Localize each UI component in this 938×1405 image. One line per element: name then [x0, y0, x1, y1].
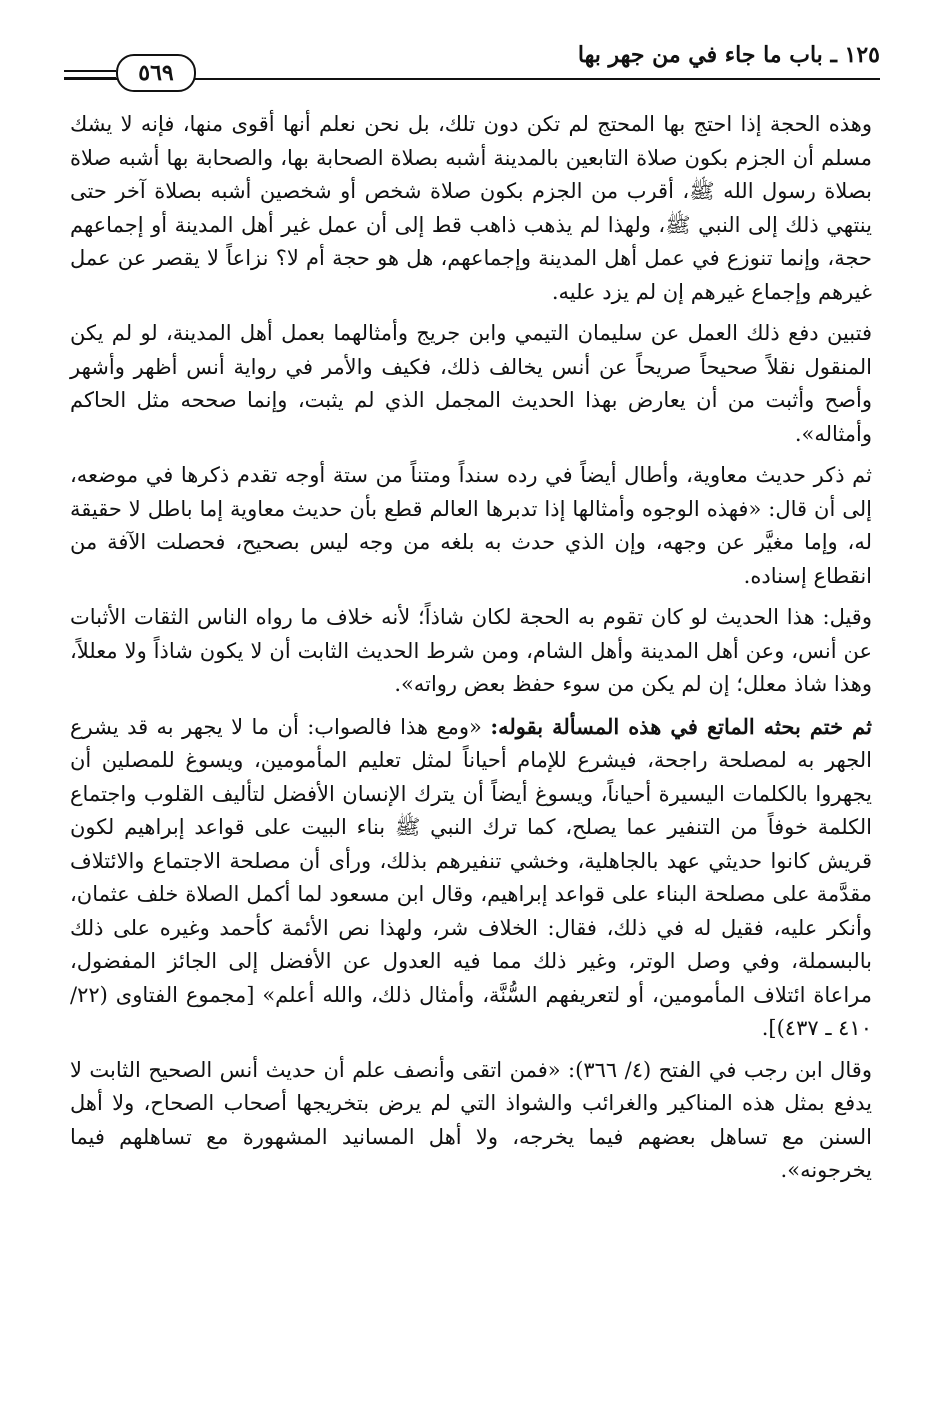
paragraph: وقال ابن رجب في الفتح (٤/ ٣٦٦): «فمن اتقى وأنصف علم أن حديث أنس الصحيح الثابت لا يدفع بمثل هذه المناكير والغرائب والشواذ التي لم يرض بتخريجها أصحاب الصحاح، ولا أهل السنن مع تساهل بعضهم فيما يخرجه، ولا أهل المسانيد المشهورة مع تساهلهم فيما يخرجونه».	[70, 1057, 872, 1182]
page-body	[70, 108, 872, 1196]
paragraph: وقيل: هذا الحديث لو كان تقوم به الحجة لكان شاذاً؛ لأنه خلاف ما رواه الناس الثقات الأثبات عن أنس، وعن أهل المدينة وأهل الشام، ومن شرط الحديث الثابت أن لا يكون شاذاً ولا معللاً، وهذا شاذ معلل؛ إن لم يكن من سوء حفظ بعض رواته».	[70, 605, 872, 696]
paragraph	[70, 710, 872, 1046]
paragraph: ثم ذكر حديث معاوية، وأطال أيضاً في رده سنداً ومتناً من ستة أوجه تقدم ذكرها في موضعه، إلى أن قال: «فهذه الوجوه وأمثالها إذا تدبرها العالم قطع بأن حديث معاوية إما باطل لا حقيقة له، وإما مغيَّر عن وجهه، وإن الذي حدث به بلغه من وجه ليس بصحيح، فحصلت الآفة من انقطاع إسناده.	[70, 463, 872, 588]
paragraph: فتبين دفع ذلك العمل عن سليمان التيمي وابن جريج وأمثالهما بعمل أهل المدينة، لو لم يكن المنقول نقلاً صحيحاً صريحاً عن أنس يخالف ذلك، فكيف والأمر في رواية أنس أظهر وأشهر وأصح وأثبت من أن يعارض بهذا الحديث المجمل الذي لم يثبت، وإنما صححه مثل الحاكم وأمثاله».	[70, 321, 872, 446]
paragraph: وهذه الحجة إذا احتج بها المحتج لم تكن دون تلك، بل نحن نعلم أنها أقوى منها، فإنه لا يشك مسلم أن الجزم بكون صلاة التابعين بالمدينة أشبه بصلاة الصحابة بها، والصحابة بها أشبه صلاة بصلاة رسول الله ﷺ، أقرب من الجزم بكون صلاة شخص أو شخصين أشبه بصلاة آخر حتى ينتهي ذلك إلى النبي ﷺ، ولهذا لم يذهب ذاهب قط إلى أن عمل غير أهل المدينة أو إجماعهم حجة، وإنما تنوزع في عمل أهل المدينة وإجماعهم، هل هو حجة أم لا؟ نزاعاً لا يقصر عن عمل غيرهم وإجماع غيرهم إن لم يزد عليه.	[70, 112, 872, 304]
header-ornament-lines	[64, 70, 116, 82]
chapter-title: ١٢٥ ـ باب ما جاء في من جهر بها	[577, 42, 880, 68]
page-number: ٥٦٩	[138, 60, 174, 86]
page-number-badge	[116, 54, 196, 92]
paragraph-lead: ثم ختم بحثه الماتع في هذه المسألة بقوله:	[490, 713, 872, 739]
paragraph-text: «ومع هذا فالصواب: أن ما لا يجهر به قد يشرع الجهر به لمصلحة راجحة، فيشرع للإمام أحياناً لمثل تعليم المأمومين، ويسوغ للمصلين أن يجهروا بالكلمات اليسيرة أحياناً، ويسوغ أيضاً أن يترك الإنسان الأفضل لتأليف القلوب واجتماع الكلمة خوفاً من التنفير عما يصلح، كما ترك النبي ﷺ بناء البيت على قواعد إبراهيم لكون قريش كانوا حديثي عهد بالجاهلية، وخشي تنفيرهم بذلك، ورأى أن مصلحة الاجتماع والائتلاف مقدَّمة على مصلحة البناء على قواعد إبراهيم، وقال ابن مسعود لما أكمل الصلاة خلف عثمان، وأنكر عليه، فقيل له في ذلك، فقال: الخلاف شر، ولهذا نص الأئمة كأحمد وغيره على ذلك بالبسملة، وفي وصل الوتر، وغير ذلك مما فيه العدول عن الأفضل إلى الجائز المفضول، مراعاة ائتلاف المأمومين، أو لتعريفهم السُّنَّة، وأمثال ذلك، والله أعلم» [مجموع الفتاوى (٢٢/ ٤١٠ ـ ٤٣٧)].	[70, 714, 872, 1040]
running-header	[64, 40, 880, 90]
